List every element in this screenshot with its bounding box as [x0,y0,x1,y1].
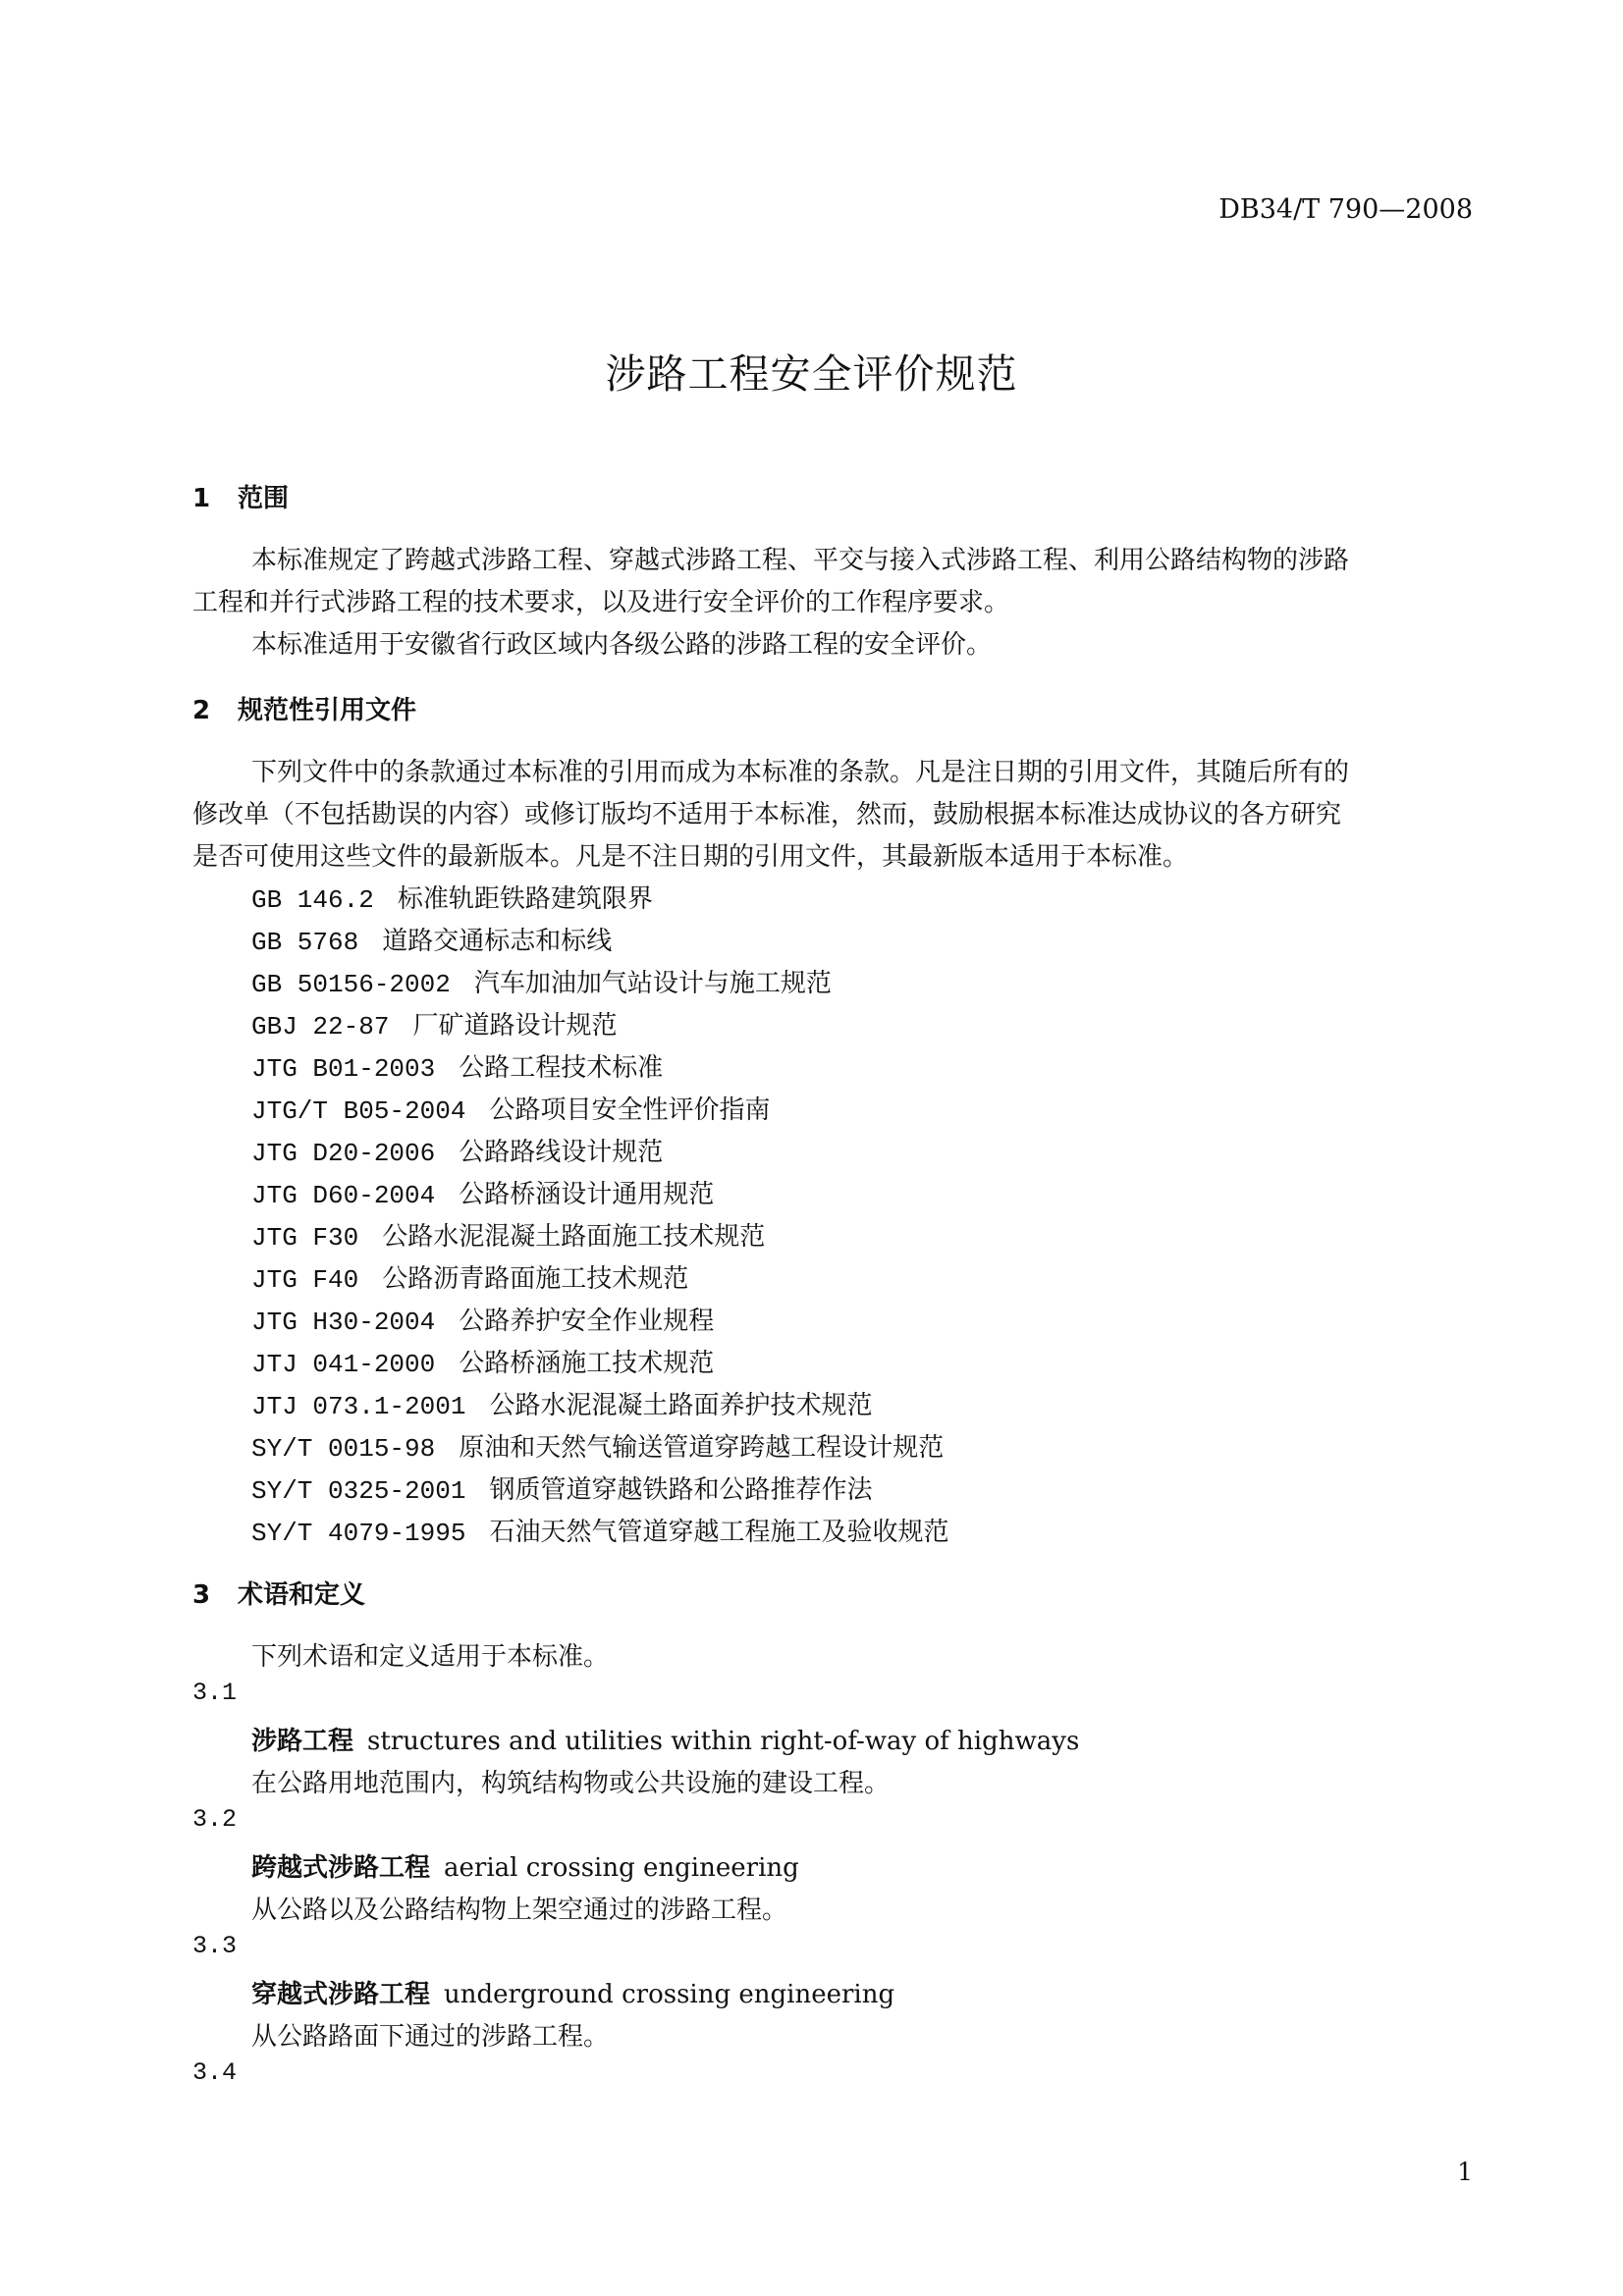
reference-item [251,1469,872,1506]
standard-code: DB34/T 790—2008 [1218,194,1473,225]
reference-code: GB 5768 [251,928,359,957]
section-1-heading [192,478,289,514]
reference-item [251,1005,617,1041]
reference-item [251,1385,872,1421]
reference-code: GBJ 22-87 [251,1012,390,1041]
reference-item [251,1174,714,1210]
reference-item [251,1090,770,1126]
section-number: 2 [192,696,211,725]
paragraph-line: 下列文件中的条款通过本标准的引用而成为本标准的条款。凡是注日期的引用文件，其随后所有的 [251,758,1350,787]
paragraph-line: 下列术语和定义适用于本标准。 [251,1642,610,1672]
reference-code: JTG B01-2003 [251,1054,436,1084]
reference-code: JTG F30 [251,1223,359,1253]
term-heading [251,1847,799,1884]
section-2-heading [192,690,416,726]
reference-name: 公路路线设计规范 [459,1138,664,1167]
reference-code: GB 50156-2002 [251,970,451,999]
reference-item [251,1132,663,1168]
term-heading [251,1721,1079,1757]
reference-code: JTG/T B05-2004 [251,1096,466,1126]
clause-number: 3.4 [192,2058,238,2087]
reference-code: JTJ 073.1-2001 [251,1392,466,1421]
reference-name: 公路沥青路面施工技术规范 [382,1264,689,1294]
page-title: 涉路工程安全评价规范 [605,350,1018,398]
reference-name: 公路水泥混凝土路面养护技术规范 [489,1391,873,1420]
paragraph-line: 本标准适用于安徽省行政区域内各级公路的涉路工程的安全评价。 [251,630,993,660]
reference-item [251,1427,944,1464]
reference-name: 公路项目安全性评价指南 [489,1095,771,1125]
term-heading [251,1974,894,2010]
reference-name: 钢质管道穿越铁路和公路推荐作法 [489,1475,873,1505]
reference-name: 标准轨距铁路建筑限界 [397,884,653,914]
reference-name: 公路水泥混凝土路面施工技术规范 [382,1222,766,1252]
term-en: aerial crossing engineering [444,1853,799,1883]
reference-code: JTG H30-2004 [251,1308,436,1337]
section-title: 术语和定义 [238,1580,366,1610]
reference-name: 公路养护安全作业规程 [459,1307,715,1336]
reference-name: 原油和天然气输送管道穿跨越工程设计规范 [459,1433,945,1463]
reference-item [251,1343,714,1379]
term-cn: 涉路工程 [251,1727,354,1756]
reference-item [251,1258,688,1295]
section-number: 1 [192,484,211,513]
reference-code: GB 146.2 [251,885,374,915]
reference-name: 厂矿道路设计规范 [412,1011,618,1041]
reference-code: SY/T 0015-98 [251,1434,436,1464]
reference-item [251,963,832,999]
clause-number: 3.1 [192,1679,238,1707]
reference-code: JTJ 041-2000 [251,1350,436,1379]
term-en: structures and utilities within right-of-way of highways [367,1727,1080,1756]
reference-item [251,921,612,957]
reference-code: JTG D20-2006 [251,1139,436,1168]
reference-name: 汽车加油加气站设计与施工规范 [473,969,832,998]
term-cn: 穿越式涉路工程 [251,1980,431,2009]
section-title: 范围 [238,484,290,513]
clause-number: 3.3 [192,1932,238,1960]
reference-name: 公路桥涵施工技术规范 [459,1349,715,1378]
section-title: 规范性引用文件 [238,696,417,725]
section-3-heading [192,1575,365,1611]
paragraph-line: 工程和并行式涉路工程的技术要求，以及进行安全评价的工作程序要求。 [192,588,1010,617]
reference-name: 石油天然气管道穿越工程施工及验收规范 [489,1518,949,1547]
term-definition: 在公路用地范围内，构筑结构物或公共设施的建设工程。 [251,1769,891,1798]
reference-item [251,1047,663,1084]
clause-number: 3.2 [192,1805,238,1834]
paragraph-line: 本标准规定了跨越式涉路工程、穿越式涉路工程、平交与接入式涉路工程、利用公路结构物的涉路 [251,546,1350,575]
reference-code: JTG F40 [251,1265,359,1295]
reference-item [251,1301,714,1337]
term-definition: 从公路路面下通过的涉路工程。 [251,2022,610,2052]
reference-name: 公路桥涵设计通用规范 [459,1180,715,1209]
paragraph-line: 修改单（不包括勘误的内容）或修订版均不适用于本标准，然而，鼓励根据本标准达成协议的各方研究 [192,800,1342,829]
page-number: 1 [1457,2158,1473,2186]
reference-name: 公路工程技术标准 [459,1053,664,1083]
reference-code: SY/T 4079-1995 [251,1519,466,1548]
term-definition: 从公路以及公路结构物上架空通过的涉路工程。 [251,1896,788,1925]
reference-item [251,1216,765,1253]
term-en: underground crossing engineering [444,1980,895,2009]
reference-item [251,879,653,915]
paragraph-line: 是否可使用这些文件的最新版本。凡是不注日期的引用文件，其最新版本适用于本标准。 [192,842,1189,872]
section-number: 3 [192,1580,211,1610]
term-cn: 跨越式涉路工程 [251,1853,431,1883]
reference-code: JTG D60-2004 [251,1181,436,1210]
reference-item [251,1512,948,1548]
reference-code: SY/T 0325-2001 [251,1476,466,1506]
reference-name: 道路交通标志和标线 [382,927,613,956]
